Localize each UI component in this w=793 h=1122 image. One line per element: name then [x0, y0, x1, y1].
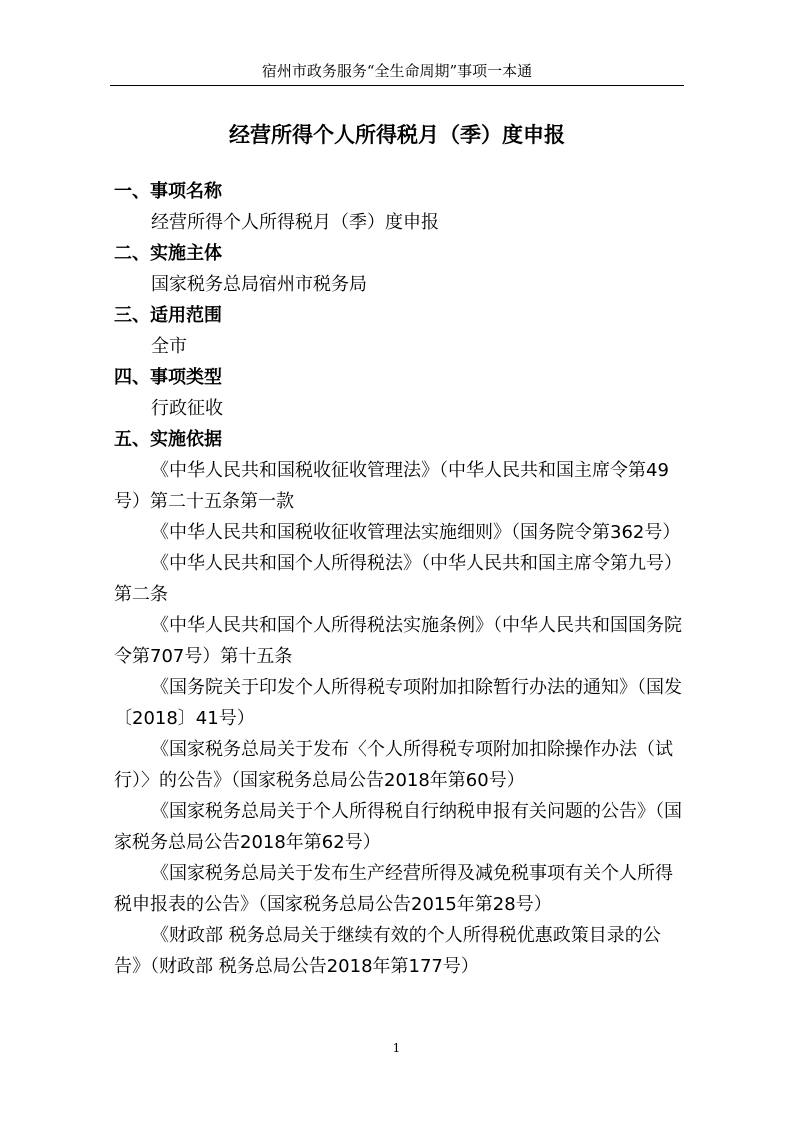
- legal-basis-item: 《中华人民共和国税收征收管理法实施细则》（国务院令第362号）: [151, 522, 681, 543]
- document-body: [114, 176, 682, 982]
- document-title: 经营所得个人所得税月（季）度申报: [229, 123, 565, 147]
- section-legal-basis: [114, 424, 682, 982]
- section-heading: 二、实施主体: [114, 243, 222, 264]
- legal-basis-item: 《国务院关于印发个人所得税专项附加扣除暂行办法的通知》（国发〔2018〕41号）: [114, 677, 682, 729]
- section-implementing-body: [114, 238, 682, 300]
- section-value: 国家税务总局宿州市税务局: [151, 274, 367, 295]
- page-number: 1: [392, 1041, 401, 1055]
- section-type: [114, 362, 682, 424]
- running-header: 宿州市政务服务“全生命周期”事项一本通: [261, 62, 533, 80]
- section-value: 经营所得个人所得税月（季）度申报: [151, 212, 439, 233]
- section-heading: 四、事项类型: [114, 367, 222, 388]
- header-divider: [110, 85, 684, 86]
- legal-basis-item: 《国家税务总局关于个人所得税自行纳税申报有关问题的公告》（国家税务总局公告2018年第62号）: [114, 801, 682, 853]
- legal-basis-item: 《中华人民共和国税收征收管理法》（中华人民共和国主席令第49号）第二十五条第一款: [114, 460, 669, 512]
- legal-basis-item: 《国家税务总局关于发布〈个人所得税专项附加扣除操作办法（试行）〉的公告》（国家税务总局公告2018年第60号）: [114, 739, 673, 791]
- section-heading: 一、事项名称: [114, 181, 222, 202]
- section-item-name: [114, 176, 682, 238]
- section-heading: 三、适用范围: [114, 305, 222, 326]
- legal-basis-item: 《中华人民共和国个人所得税法》（中华人民共和国主席令第九号）第二条: [114, 553, 682, 605]
- section-value: 行政征收: [151, 398, 223, 419]
- legal-basis-item: 《中华人民共和国个人所得税法实施条例》（中华人民共和国国务院令第707号）第十五条: [114, 615, 682, 667]
- legal-basis-item: 《财政部 税务总局关于继续有效的个人所得税优惠政策目录的公告》（财政部 税务总局公告2018年第177号）: [114, 925, 661, 977]
- legal-basis-item: 《国家税务总局关于发布生产经营所得及减免税事项有关个人所得税申报表的公告》（国家税务总局公告2015年第28号）: [114, 863, 673, 915]
- section-heading: 五、实施依据: [114, 429, 222, 450]
- section-value: 全市: [151, 336, 187, 357]
- section-scope: [114, 300, 682, 362]
